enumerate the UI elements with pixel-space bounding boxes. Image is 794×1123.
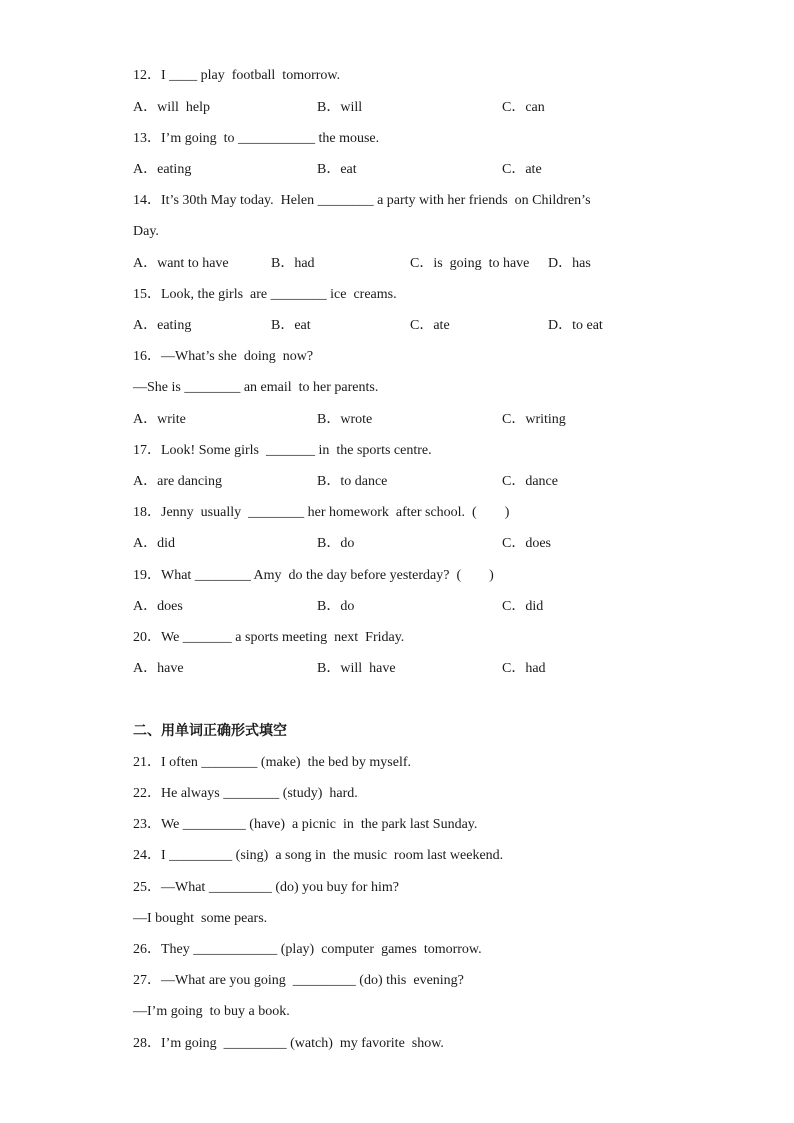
question-stem: Jenny usually ________ her homework after school. ( ) <box>161 505 510 520</box>
question-number: 28． <box>133 1036 161 1051</box>
option-a: A．eating <box>133 162 192 177</box>
question-number: 20． <box>133 630 161 645</box>
question-text: I’m going _________ (watch) my favorite show. <box>161 1036 444 1051</box>
question-number: 27． <box>133 973 161 988</box>
question-17 <box>133 442 432 460</box>
question-stem: Look! Some girls _______ in the sports centre. <box>161 443 432 458</box>
option-d: D．has <box>548 256 591 271</box>
question-text: He always ________ (study) hard. <box>161 786 358 801</box>
question-12 <box>133 67 340 85</box>
option-a: A．want to have <box>133 256 229 271</box>
question-19 <box>133 567 494 585</box>
question-text: I often ________ (make) the bed by myself. <box>161 755 411 770</box>
question-number: 17． <box>133 443 161 458</box>
question-18 <box>133 504 509 522</box>
question-15 <box>133 286 397 304</box>
question-number: 15． <box>133 287 161 302</box>
question-21 <box>133 754 411 772</box>
section-title: 二、用单词正确形式填空 <box>133 723 287 739</box>
option-b: B．had <box>271 256 315 271</box>
question-27-reply: —I’m going to buy a book. <box>133 1004 290 1019</box>
question-number: 21． <box>133 755 161 770</box>
question-23 <box>133 816 477 834</box>
question-stem: Look, the girls are ________ ice creams. <box>161 287 397 302</box>
option-c: C．writing <box>502 412 566 427</box>
question-27 <box>133 972 464 990</box>
option-a: A．did <box>133 536 175 551</box>
question-22 <box>133 785 358 803</box>
option-a: A．eating <box>133 318 192 333</box>
option-c: C．is going to have <box>410 256 530 271</box>
question-24 <box>133 847 503 865</box>
option-c: C．does <box>502 536 551 551</box>
option-c: C．had <box>502 661 546 676</box>
question-25 <box>133 879 399 897</box>
question-text: —What _________ (do) you buy for him? <box>161 880 399 895</box>
question-text: We _________ (have) a picnic in the park last Sunday. <box>161 817 478 832</box>
option-c: C．ate <box>502 162 542 177</box>
question-stem: We _______ a sports meeting next Friday. <box>161 630 405 645</box>
question-number: 19． <box>133 568 161 583</box>
question-25-reply: —I bought some pears. <box>133 911 268 926</box>
question-number: 25． <box>133 880 161 895</box>
option-b: B．to dance <box>317 474 388 489</box>
option-a: A．are dancing <box>133 474 223 489</box>
question-number: 12． <box>133 68 161 83</box>
question-stem: I ____ play football tomorrow. <box>161 68 341 83</box>
option-c: C．dance <box>502 474 558 489</box>
question-number: 24． <box>133 848 161 863</box>
question-number: 26． <box>133 942 161 957</box>
question-number: 23． <box>133 817 161 832</box>
question-number: 18． <box>133 505 161 520</box>
option-a: A．does <box>133 599 183 614</box>
question-28 <box>133 1035 444 1053</box>
question-16 <box>133 348 313 366</box>
question-20 <box>133 629 404 647</box>
question-13 <box>133 130 379 148</box>
question-text: They ____________ (play) computer games tomorrow. <box>161 942 482 957</box>
question-text: I _________ (sing) a song in the music room last weekend. <box>161 848 504 863</box>
question-stem: —What’s she doing now? <box>161 349 314 364</box>
option-a: A．write <box>133 412 186 427</box>
option-a: A．will help <box>133 100 210 115</box>
question-16-reply: —She is ________ an email to her parents. <box>133 380 379 395</box>
option-a: A．have <box>133 661 184 676</box>
question-stem: What ________ Amy do the day before yesterday? ( ) <box>161 568 494 583</box>
option-c: C．ate <box>410 318 450 333</box>
question-26 <box>133 941 482 959</box>
option-b: B．will <box>317 100 363 115</box>
option-b: B．do <box>317 599 355 614</box>
option-b: B．will have <box>317 661 396 676</box>
question-number: 14． <box>133 193 161 208</box>
question-stem: It’s 30th May today. Helen ________ a party with her friends on Children’s <box>161 193 591 208</box>
question-14 <box>133 192 591 210</box>
question-stem: I’m going to ___________ the mouse. <box>161 131 380 146</box>
option-b: B．eat <box>271 318 311 333</box>
option-b: B．eat <box>317 162 357 177</box>
option-d: D．to eat <box>548 318 603 333</box>
question-number: 13． <box>133 131 161 146</box>
question-text: —What are you going _________ (do) this evening? <box>161 973 464 988</box>
option-b: B．do <box>317 536 355 551</box>
question-number: 22． <box>133 786 161 801</box>
option-c: C．did <box>502 599 544 614</box>
option-c: C．can <box>502 100 545 115</box>
question-number: 16． <box>133 349 161 364</box>
question-14-continued: Day. <box>133 224 159 239</box>
option-b: B．wrote <box>317 412 373 427</box>
